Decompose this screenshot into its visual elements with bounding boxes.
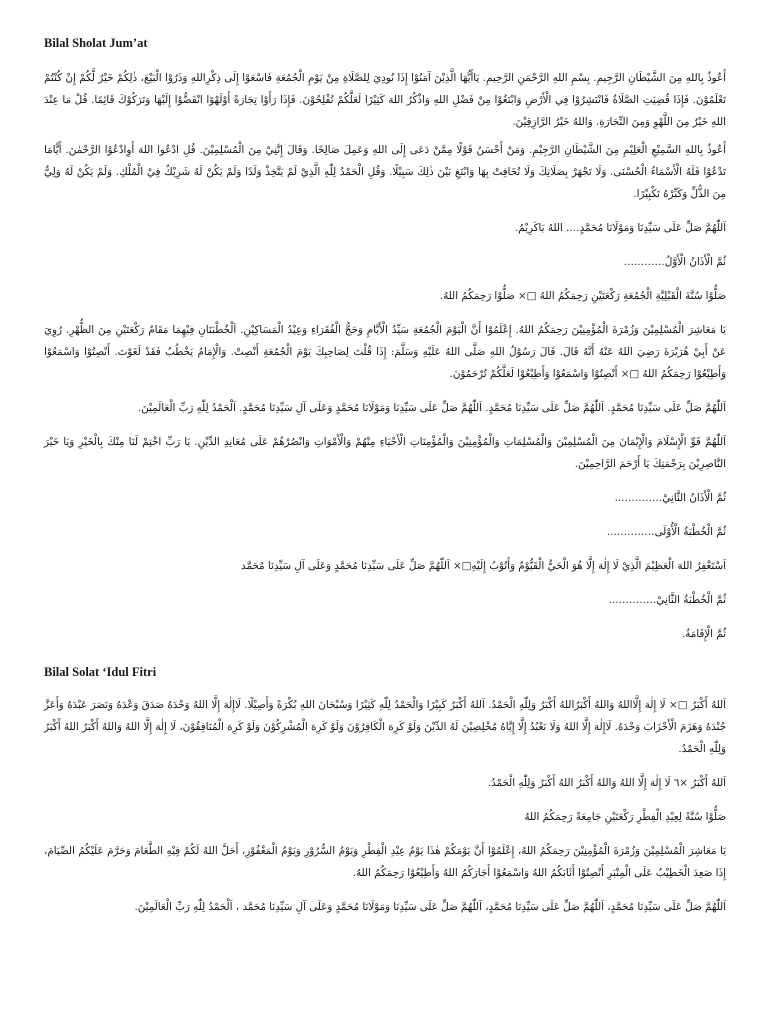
paragraph-second-khutbah: ثُمَّ الْخُطْبَةُ الثَّانِيْ…………..: [608, 594, 726, 606]
paragraph-takbir-short: اَللهُ أَكْبَرُ ×٦ لَا إِلٰهَ إِلَّا اللهُ وَاللهُ أَكْبَرُ اللهُ أَكْبَرُ وَلِلّٰهِ الْحَمْدُ.: [487, 777, 726, 789]
paragraph-dua-quwwah: اَللّٰهُمَّ قَوِّ الْإِسْلَامَ وَالْإِيْمَانَ مِنَ الْمُسْلِمِيْنَ وَالْمُسْلِمَاتِ وَالْمُؤْمِنِيْنَ وَالْمُؤْمِنَاتِ الْأَحْيَاءِ مِنْهُمْ وَالْأَمْوَاتِ وَانْصُرْهُمْ عَلَى مُعَانِدِ الدِّيْنِ. يَا رَبِّ اخْتِمْ لَنَا مِنْكَ بِالْخَيْرِ وَيَا خَيْرَ النَّاصِرِيْنَ بِرَحْمَتِكَ يَا أَرْحَمَ الرَّاحِمِيْنَ.: [44, 436, 726, 470]
paragraph-taawudz-jumuah-verse: أَعُوذُ بِاللهِ مِنَ الشَّيْطَانِ الرَّجِيمِ. بِسْمِ اللهِ الرَّحْمَنِ الرَّحِيمِ. يَاأَيُّهَا الَّذِيْنَ آمَنُوْا إِذَا نُودِيَ لِلصَّلَاةِ مِنْ يَوْمِ الْجُمُعَةِ فَاسْعَوْا إِلَى ذِكْرِاللهِ وَذَرُوْا الْبَيْعَ، ذٰلِكُمْ خَيْرٌ لَّكُمْ إِنْ كُنْتُمْ تَعْلَمُوْنَ. فَإِذَا قُضِيَتِ الصَّلَاةُ فَانْتَشِرُوْا فِي الْأَرْضِ وَابْتَغُوْا مِنْ فَضْلِ اللهِ وَاذْكُرُ اللهَ كَثِيْرًا لَعَلَّكُمْ تُفْلِحُوْنَ. فَإِذَا رَأَوْا تِجَارَةً أَوْلَهْوًا انْفَضُّوْا إِلَيْهَا وَتَرَكُوْكَ قَائِمًا. قُلْ مَا عِنْدَ اللهِ خَيْرٌ مِنَ اللَّهْوِ وَمِنَ التِّجَارَةِ. وَاللهُ خَيْرُ الرَّازِقِيْنَ.: [44, 72, 726, 128]
paragraph-eid-announcement: يَا مَعَاشِرَ الْمُسْلِمِيْنَ وَزُمْرَةَ الْمُؤْمِنِيْنَ رَحِمَكُمُ اللهُ، إِعْلَمُوْا أَنَّ يَوْمَكُمْ هٰذَا يَوْمُ عِيْدِ الْفِطْرِ وَيَوْمُ السُّرُوْرِ وَيَوْمُ الْمَغْفُوْرِ، أَحَلَّ اللهُ لَكُمْ فِيْهِ الطَّعَامَ وَحَرَّمَ عَلَيْكُمُ الصِّيَامَ، إِذَا صَعِدَ الْخَطِيْبُ عَلَى الْمِنْبَرِ أَنْصِتُوْا أَثَابَكُمُ اللهُ وَاسْمَعُوْا أَجَارَكُمُ اللهُ وَأَطِيْعُوْا رَحِمَكُمُ اللهُ.: [44, 845, 726, 879]
section-title-idul-fitri: Bilal Solat ‘Idul Fitri: [44, 665, 157, 679]
paragraph-iqamah: ثُمَّ الْإِقَامَةُ.: [681, 628, 726, 640]
paragraph-taawudz-dua-verse: أَعُوذُ بِاللهِ السَّمِيْعِ الْعَلِيْمِ مِنَ الشَّيْطَانِ الرَّجِيْمِ. وَمَنْ أَحْسَنُ قَوْلًا مِمَّنْ دَعَى إِلَى اللهِ وَعَمِلَ صَالِحًا. وَقَالَ إِنَّنِيْ مِنَ الْمُسْلِمِيْنَ. قُلِ ادْعُوا اللهَ أَوِادْعُوْا الرَّحْمٰنَ. أَيًّامَا تَدْعُوْا فَلَهُ الْأَسْمَاءُ الْحُسْنَى. وَلَا تَجْهَرْ بِصَلَاتِكَ وَلَا تُخَافِتْ بِهَا وَابْتَغِ بَيْنَ ذٰلِكَ سَبِيْلًا. وَقُلِ الْحَمْدُ لِلّٰهِ الَّذِيْ لَمْ يَتَّخِذْ وَلَدًا وَلَمْ يَكُنْ لَهُ شَرِيْكٌ فِيْ الْمُلْكِ. وَلَمْ يَكُنْ لَهُ وَلِيٌّ مِنَ الذُّلِّ وَكَبِّرْهُ تَكْبِيْرًا.: [44, 144, 726, 200]
paragraph-first-adhan: ثُمَّ الْأَذَانُ الْأَوَّلُ…………: [623, 256, 726, 268]
paragraph-salawat-short: اَللّٰهُمَّ صَلِّ عَلَى سَيِّدِنَا وَمَوْلَانَا مُحَمَّدٍ…. اللهُ يَاكَرِيْمُ.: [514, 222, 726, 234]
paragraph-istighfar: اَسْتَغْفِرُ اللهَ الْعَظِيْمَ الَّذِيْ لَا إِلٰهَ إِلَّا هُوَ الْحَيُّ الْقَيُّوْمُ وَأَتُوْبُ إِلَيْهِ□× اَللّٰهُمَّ صَلِّ عَلَى سَيِّدِنَا مُحَمَّدٍ وَعَلَى آلِ سَيِّدِنَا مُحَمَّد: [241, 560, 726, 572]
paragraph-salawat-three: اَللّٰهُمَّ صَلِّ عَلَى سَيِّدِنَا مُحَمَّدٍ. اَللّٰهُمَّ صَلِّ عَلَى سَيِّدِنَا مُحَمَّدٍ. اَللّٰهُمَّ صَلِّ عَلَى سَيِّدِنَا وَمَوْلَانَا مُحَمَّدٍ وَعَلَى آلِ سَيِّدِنَا مُحَمَّدٍ. اَلْحَمْدُ لِلّٰهِ رَبِّ الْعَالَمِيْنَ.: [137, 402, 726, 414]
paragraph-eid-salawat: اَللّٰهُمَّ صَلِّ عَلَى سَيِّدِنَا مُحَمَّدٍ، اَللّٰهُمَّ صَلِّ عَلَى سَيِّدِنَا مُحَمَّدٍ، اَللّٰهُمَّ صَلِّ عَلَى سَيِّدِنَا وَمَوْلَانَا مُحَمَّدٍ وَعَلَى آلِ سَيِّدِنَا مُحَمَّد ، اَلْحَمْدُ لِلّٰهِ رَبِّ الْعَالَمِيْنَ.: [134, 901, 726, 913]
paragraph-second-adhan: ثُمَّ الْأَذَانُ الثَّانِيْ…………..: [614, 492, 726, 504]
paragraph-eid-prayer-call: صَلُّوْا سُنَّةً لِعِيْدِ الْفِطْرِ رَكْعَتَيْنِ جَامِعَةً رَحِمَكُمُ اللهُ: [524, 811, 726, 823]
paragraph-ya-maasyiral: يَا مَعَاشِرَ الْمُسْلِمِيْنَ وَزُمْرَةَ الْمُؤْمِنِيْنَ رَحِمَكُمُ اللهُ. إِعْلَمُوْا أَنَّ الْيَوْمَ الْجُمُعَةِ سَيِّدُ الْأَيَّامِ وَحَجُّ الْفُقَرَاءِ وَعِيْدُ الْمَسَاكِيْنِ. اَلْخُطْبَتَانِ فِيْهِمَا مَقَامُ رَكْعَتَيْنِ مِنَ الظُّهْرِ. رُوِيَ عَنْ أَبِيْ هُرَيْرَةَ رَضِيَ اللهُ عَنْهُ أَنَّهُ قَالَ. قَالَ رَسُوْلُ اللهِ صَلَّى اللهُ عَلَيْهِ وَسَلَّمَ: إِذَا قُلْتَ لِصَاحِبِكَ يَوْمَ الْجُمُعَةِ أَنْصِتْ. وَالْإِمَامُ يَخْطُبُ فَقَدْ لَغَوْتَ. أَنْصِتُوْا وَاسْمَعُوْا وَأَطِيْعُوْا رَحِمَكُمُ اللهُ □× أَنْصِتُوْا وَاسْمَعُوْا وَأَطِيْعُوْا لَعَلَّكُمْ تُرْحَمُوْنَ.: [44, 324, 726, 380]
section-title-jumat: Bilal Sholat Jum’at: [44, 36, 148, 50]
paragraph-qabliyah-call: صَلُّوْا سُنَّةَ الْقَبْلِيَّةِ الْجُمُعَةِ رَكْعَتَيْنِ رَحِمَكُمُ اللهُ □× صَلُّوْا رَحِمَكُمُ اللهُ.: [439, 290, 726, 302]
paragraph-takbir-long: اَللهُ أَكْبَرُ □× لَا إِلٰهَ إِلَّااللهُ وَاللهُ أَكْبَرُاللهُ أَكْبَرُ وَلِلّٰهِ الْحَمْدُ. اَللهُ أَكْبَرُ كَبِيْرًا وَالْحَمْدُ لِلّٰهِ كَثِيْرًا وَسُبْحَانَ اللهِ بُكْرَةً وَأَصِيْلًا. لَاإِلٰهَ إِلَّا اللهُ وَحْدَهُ صَدَقَ وَعْدَهُ وَنَصَرَ عَبْدَهُ وَأَعَزَّ جُنْدَهُ وَهَزَمَ الْأَحْزَابَ وَحْدَهُ. لَاإِلٰهَ إِلَّا اللهُ وَلَا نَعْبُدُ إِلَّا إِيَّاهُ مُخْلِصِيْنَ لَهُ الدِّيْنَ وَلَوْ كَرِهَ الْكَافِرُوْنَ وَلَوْ كَرِهَ الْمُشْرِكُوْنَ وَلَوْ كَرِهَ الْمُنَافِقُوْنَ، لَا إِلٰهَ إِلَّا اللهُ وَاللهُ أَكْبَرُ اللهُ أَكْبَرُ وَلِلّٰهِ الْحَمْدُ.: [44, 699, 727, 755]
paragraph-first-khutbah: ثُمَّ الْخُطْبَةُ الْأُوْلَى…………..: [606, 526, 726, 538]
